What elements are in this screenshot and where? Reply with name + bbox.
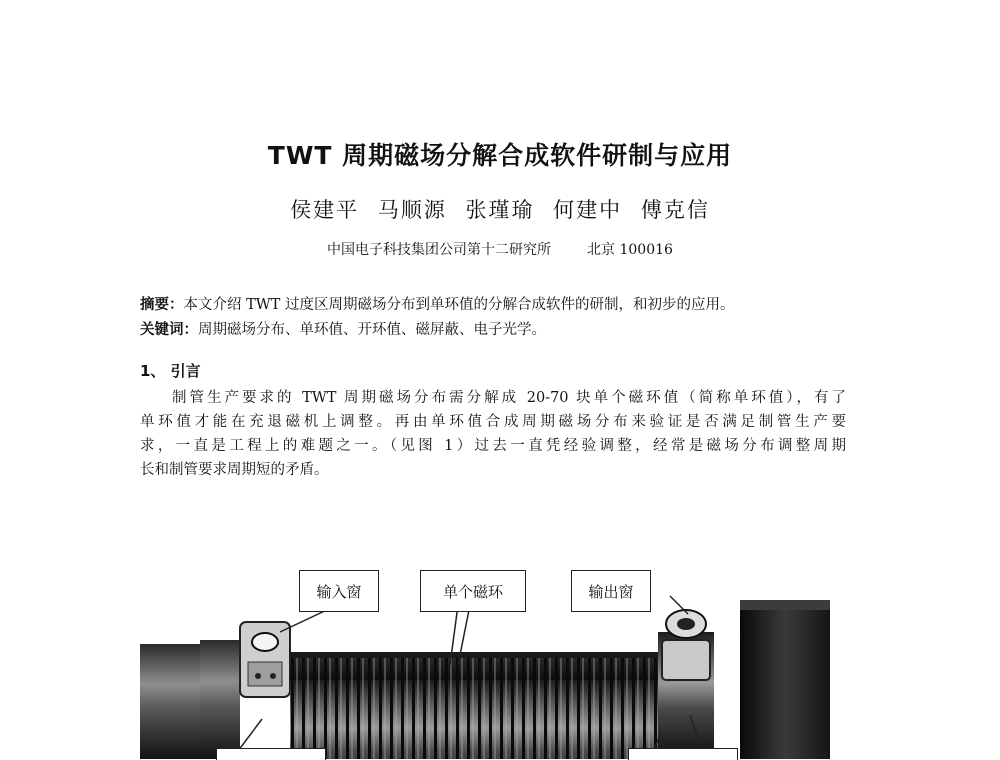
abstract-text: 本文介绍 TWT 过度区周期磁场分布到单环值的分解合成软件的研制，和初步的应用。 (183, 297, 735, 313)
section-heading: 1、 引言 (140, 362, 201, 380)
intro-paragraph (140, 386, 846, 482)
callout-output-window: 输出窗 (571, 570, 651, 612)
callout-box-cropped (628, 748, 738, 760)
callout-single-ring: 单个磁环 (420, 570, 526, 612)
keywords-text: 周期磁场分布、单环值、开环值、磁屏蔽、电子光学。 (198, 322, 546, 338)
author-list: 侯建平 马顺源 张瑾瑜 何建中 傅克信 (290, 198, 710, 222)
intro-line: 求，一直是工程上的难题之一。（见图 1）过去一直凭经验调整，经常是磁场分布调整周期 (140, 438, 846, 454)
abstract-label: 摘要： (140, 297, 184, 313)
intro-line: 制管生产要求的 TWT 周期磁场分布需分解成 20-70 块单个磁环值（简称单环值），有了 (172, 390, 846, 406)
callout-box-cropped (216, 748, 326, 760)
intro-line: 单环值才能在充退磁机上调整。再由单环值合成周期磁场分布来验证是否满足制管生产要 (140, 414, 846, 430)
intro-line: 长和制管要求周期短的矛盾。 (140, 462, 329, 478)
affiliation-city: 北京 100016 (587, 242, 673, 258)
abstract (140, 293, 734, 314)
keywords (140, 318, 546, 339)
paper-title: TWT 周期磁场分解合成软件研制与应用 (267, 141, 733, 170)
callout-input-window: 输入窗 (299, 570, 379, 612)
affiliation-institute: 中国电子科技集团公司第十二研究所 (327, 242, 552, 258)
keywords-label: 关键词： (140, 322, 198, 338)
affiliation (0, 239, 1000, 259)
